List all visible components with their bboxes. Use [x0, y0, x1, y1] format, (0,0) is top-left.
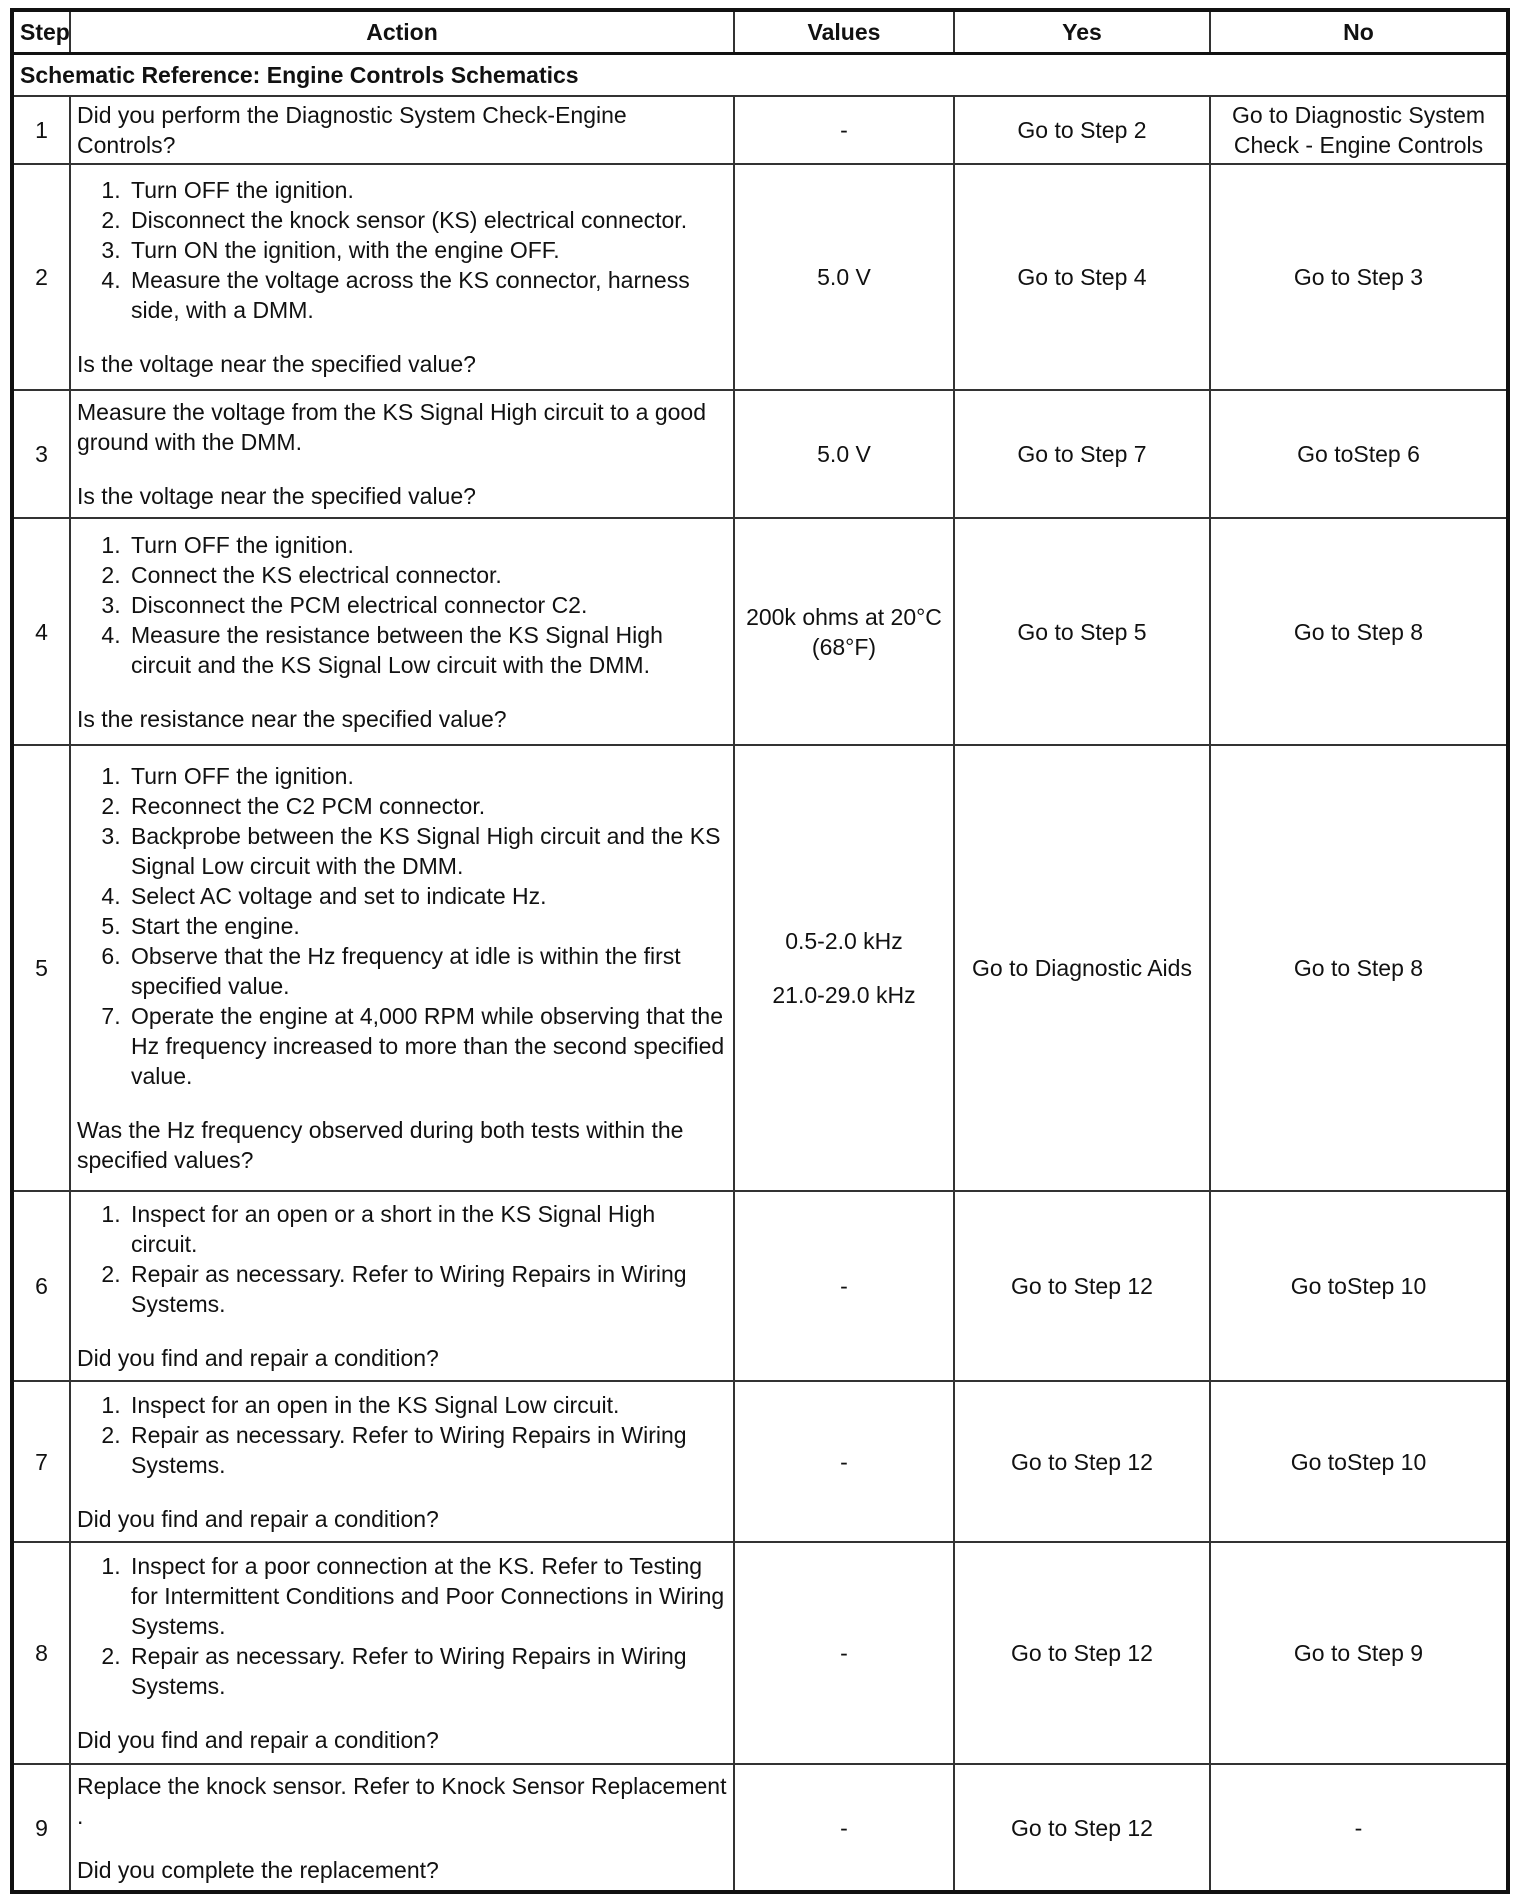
action-step-item: 2. Repair as necessary. Refer to Wiring Repairs in Wiring Systems.: [127, 1259, 727, 1319]
yes-action: Go to Step 5: [954, 518, 1210, 745]
values-cell: [734, 96, 954, 164]
action-steps-list: [77, 175, 727, 325]
schematic-reference: Schematic Reference: Engine Controls Schematics: [12, 54, 1508, 97]
action-step-item: 2. Repair as necessary. Refer to Wiring Repairs in Wiring Systems.: [127, 1641, 727, 1701]
action-question: Did you find and repair a condition?: [77, 1727, 439, 1753]
values-cell: [734, 1381, 954, 1542]
step-number: 2: [12, 164, 70, 390]
action-step-item: 1. Turn OFF the ignition.: [127, 530, 727, 560]
specified-value-second: 21.0-29.0 kHz: [772, 982, 916, 1008]
header-step: Step: [12, 10, 70, 54]
action-step-item: 3. Turn ON the ignition, with the engine OFF.: [127, 235, 727, 265]
step-row: [12, 1381, 1508, 1542]
no-action: Go toStep 10: [1210, 1381, 1508, 1542]
step-row: [12, 1764, 1508, 1892]
step-number: 6: [12, 1191, 70, 1381]
specified-value: 0.5-2.0 kHz: [785, 928, 903, 954]
values-cell: [734, 518, 954, 745]
action-question: Is the voltage near the specified value?: [77, 483, 476, 509]
action-steps-list: [77, 1390, 727, 1480]
header-yes: Yes: [954, 10, 1210, 54]
action-step-item: 2. Repair as necessary. Refer to Wiring Repairs in Wiring Systems.: [127, 1420, 727, 1480]
no-action: Go to Step 3: [1210, 164, 1508, 390]
step-row: [12, 745, 1508, 1191]
action-steps-list: [77, 761, 727, 1091]
action-cell: [70, 164, 734, 390]
action-cell: [70, 518, 734, 745]
yes-action: Go to Step 12: [954, 1191, 1210, 1381]
yes-action: Go to Step 2: [954, 96, 1210, 164]
step-number: 1: [12, 96, 70, 164]
action-cell: [70, 1764, 734, 1892]
no-action: Go to Step 8: [1210, 518, 1508, 745]
action-steps-list: [77, 1551, 727, 1701]
values-cell: [734, 1191, 954, 1381]
values-cell: [734, 1764, 954, 1892]
action-step-item: 1. Inspect for an open or a short in the KS Signal High circuit.: [127, 1199, 727, 1259]
action-text: Measure the voltage from the KS Signal High circuit to a good ground with the DMM.: [77, 399, 707, 455]
values-cell: [734, 1542, 954, 1764]
values-cell: [734, 390, 954, 518]
yes-action: Go to Diagnostic Aids: [954, 745, 1210, 1191]
action-step-item: 1. Inspect for an open in the KS Signal Low circuit.: [127, 1390, 727, 1420]
action-cell: [70, 1381, 734, 1542]
values-cell: [734, 164, 954, 390]
action-steps-list: [77, 1199, 727, 1319]
action-cell: [70, 745, 734, 1191]
step-number: 8: [12, 1542, 70, 1764]
no-action: Go toStep 10: [1210, 1191, 1508, 1381]
step-row: [12, 518, 1508, 745]
action-steps-list: [77, 530, 727, 680]
step-row: [12, 1191, 1508, 1381]
action-step-item: 6. Observe that the Hz frequency at idle is within the first specified value.: [127, 941, 727, 1001]
action-step-item: 5. Start the engine.: [127, 911, 727, 941]
header-action: Action: [70, 10, 734, 54]
yes-action: Go to Step 12: [954, 1764, 1210, 1892]
schematic-reference-row: [12, 54, 1508, 97]
action-text: Did you perform the Diagnostic System Check-Engine Controls?: [77, 102, 627, 158]
step-number: 9: [12, 1764, 70, 1892]
step-number: 7: [12, 1381, 70, 1542]
action-step-item: 2. Reconnect the C2 PCM connector.: [127, 791, 727, 821]
specified-value: 200k ohms at 20°C (68°F): [746, 603, 942, 660]
no-action: Go to Step 8: [1210, 745, 1508, 1191]
yes-action: Go to Step 7: [954, 390, 1210, 518]
no-action: Go toStep 6: [1210, 390, 1508, 518]
step-number: 5: [12, 745, 70, 1191]
step-row: [12, 96, 1508, 164]
specified-value: -: [840, 1273, 848, 1299]
yes-action: Go to Step 12: [954, 1381, 1210, 1542]
yes-action: Go to Step 12: [954, 1542, 1210, 1764]
diagnostic-page: [10, 8, 1506, 1894]
specified-value: -: [840, 1640, 848, 1666]
action-step-item: 4. Select AC voltage and set to indicate Hz.: [127, 881, 727, 911]
no-action: -: [1210, 1764, 1508, 1892]
yes-action: Go to Step 4: [954, 164, 1210, 390]
action-step-item: 1. Turn OFF the ignition.: [127, 761, 727, 791]
action-question: Was the Hz frequency observed during both tests within the specified values?: [77, 1117, 684, 1173]
action-text: Replace the knock sensor. Refer to Knock Sensor Replacement .: [77, 1772, 727, 1829]
specified-value: -: [840, 117, 848, 143]
no-action: Go to Step 9: [1210, 1542, 1508, 1764]
action-cell: [70, 390, 734, 518]
action-cell: [70, 1542, 734, 1764]
action-question: Did you complete the replacement?: [77, 1856, 439, 1883]
specified-value: -: [840, 1448, 848, 1475]
action-cell: [70, 96, 734, 164]
step-number: 4: [12, 518, 70, 745]
action-question: Is the resistance near the specified value?: [77, 705, 507, 732]
specified-value: 5.0 V: [817, 441, 871, 467]
action-step-item: 4. Measure the resistance between the KS Signal High circuit and the KS Signal Low circuit with the DMM.: [127, 620, 727, 680]
action-step-item: 1. Turn OFF the ignition.: [127, 175, 727, 205]
action-step-item: 3. Backprobe between the KS Signal High circuit and the KS Signal Low circuit with the DMM.: [127, 821, 727, 881]
action-step-item: 2. Disconnect the knock sensor (KS) electrical connector.: [127, 205, 727, 235]
header-no: No: [1210, 10, 1508, 54]
action-step-item: 1. Inspect for a poor connection at the KS. Refer to Testing for Intermittent Conditions and Poor Connections in Wiring Systems.: [127, 1551, 727, 1641]
header-values: Values: [734, 10, 954, 54]
action-step-item: 3. Disconnect the PCM electrical connector C2.: [127, 590, 727, 620]
specified-value: 5.0 V: [817, 264, 871, 290]
header-row: [12, 10, 1508, 54]
step-row: [12, 164, 1508, 390]
step-row: [12, 390, 1508, 518]
step-number: 3: [12, 390, 70, 518]
specified-value: -: [840, 1814, 848, 1841]
action-question: Is the voltage near the specified value?: [77, 351, 476, 377]
no-action: Go to Diagnostic System Check - Engine Controls: [1210, 96, 1508, 164]
action-question: Did you find and repair a condition?: [77, 1345, 439, 1371]
diagnostic-table: [10, 8, 1510, 1894]
values-cell: [734, 745, 954, 1191]
action-step-item: 4. Measure the voltage across the KS connector, harness side, with a DMM.: [127, 265, 727, 325]
action-cell: [70, 1191, 734, 1381]
action-question: Did you find and repair a condition?: [77, 1505, 439, 1532]
action-step-item: 2. Connect the KS electrical connector.: [127, 560, 727, 590]
action-step-item: 7. Operate the engine at 4,000 RPM while observing that the Hz frequency increased to more than the second specified value.: [127, 1001, 727, 1091]
step-row: [12, 1542, 1508, 1764]
